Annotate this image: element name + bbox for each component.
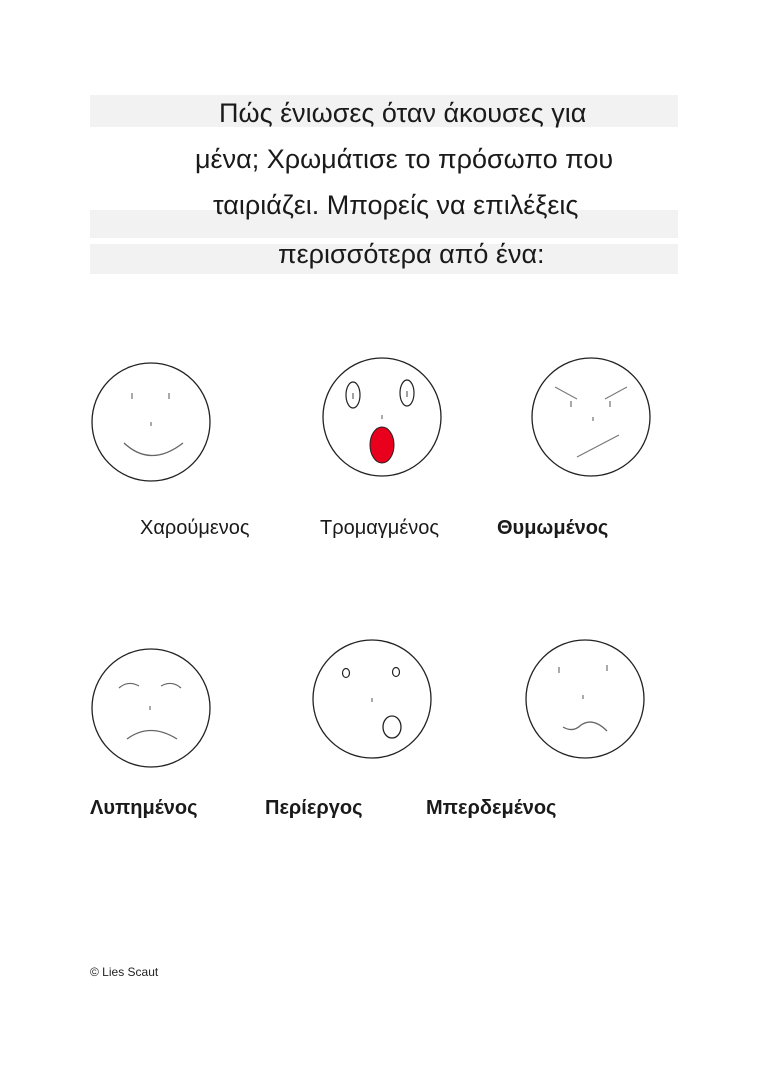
sad-face-icon[interactable] bbox=[89, 646, 213, 770]
question-line-4: περισσότερα από ένα: bbox=[278, 239, 545, 269]
confused-face-icon[interactable] bbox=[523, 637, 647, 761]
happy-face-icon[interactable] bbox=[89, 360, 213, 484]
label-confused: Μπερδεμένος bbox=[426, 797, 557, 819]
label-sad: Λυπημένος bbox=[90, 797, 198, 819]
scared-face-icon[interactable] bbox=[320, 355, 444, 479]
label-curious: Περίεργος bbox=[265, 797, 363, 819]
angry-face-icon[interactable] bbox=[529, 355, 653, 479]
question-line-2: μένα; Χρωμάτισε το πρόσωπο που bbox=[195, 144, 614, 174]
question-line-3: ταιριάζει. Μπορείς να επιλέξεις bbox=[213, 190, 579, 220]
label-happy: Χαρούμενος bbox=[140, 517, 250, 539]
label-scared: Τρομαγμένος bbox=[320, 517, 440, 539]
copyright-text: © Lies Scaut bbox=[90, 965, 159, 979]
question-line-1: Πώς ένιωσες όταν άκουσες για bbox=[219, 98, 587, 128]
curious-face-icon[interactable] bbox=[310, 637, 434, 761]
label-angry: Θυμωμένος bbox=[497, 517, 609, 539]
